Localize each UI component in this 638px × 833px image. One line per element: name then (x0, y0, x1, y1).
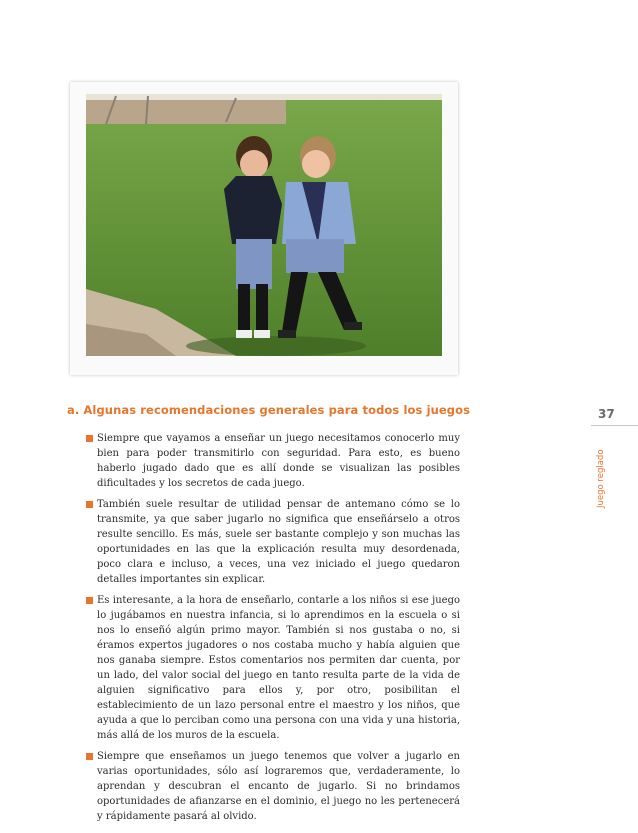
side-divider (591, 425, 638, 426)
list-item (86, 431, 460, 491)
square-bullet-icon (86, 597, 93, 604)
list-item (86, 593, 460, 743)
recommendations-list (86, 431, 460, 830)
square-bullet-icon (86, 435, 93, 442)
square-bullet-icon (86, 501, 93, 508)
list-item (86, 749, 460, 824)
list-item-text: También suele resultar de utilidad pensar de antemano cómo se lo transmite, ya que saber jugarlo no significa que enseñárselo a otros resulte sencillo. Es más, suele ser bastante complejo y son muchas las oportunidades en las que la explicación resulta muy desordenada, poco clara e incluso, a veces, una vez iniciado el juego quedaron detalles importantes sin explicar. (97, 499, 460, 585)
page-number: 37 (598, 407, 615, 421)
list-item-text: Siempre que vayamos a enseñar un juego necesitamos conocerlo muy bien para poder transmitirlo con seguridad. Para esto, es bueno haberlo jugado dado que es allí donde se visualizan las posibles dificultades y los secretos de cada juego. (97, 433, 460, 489)
square-bullet-icon (86, 753, 93, 760)
list-item (86, 497, 460, 587)
photo-illustration (86, 94, 442, 356)
section-heading: a. Algunas recomendaciones generales para todos los juegos (67, 403, 471, 417)
running-title: Juego reglado (596, 449, 606, 508)
list-item-text: Es interesante, a la hora de enseñarlo, contarle a los niños si ese juego lo jugábamos en nuestra infancia, si lo aprendimos en la escuela o si nos lo enseñó algún primo mayor. También si nos gustaba o no, si éramos expertos jugadores o nos costaba mucho y había alguien que nos ganaba siempre. Estos comentarios nos permiten dar cuenta, por un lado, del valor social del juego en tanto resulta parte de la vida de alguien significativo para ellos y, por otro, posibilitan el establecimiento de un lazo personal entre el maestro y los niños, que ayuda a que lo perciban como una persona con una vida y una historia, más allá de los muros de la escuela. (97, 595, 460, 741)
photo-frame (70, 82, 458, 375)
list-item-text: Siempre que enseñamos un juego tenemos que volver a jugarlo en varias oportunidades, sólo así lograremos que, verdaderamente, lo aprendan y descubran el encanto de jugarlo. Si no brindamos oportunidades de afianzarse en el dominio, el juego no les pertenecerá y rápidamente pasará al olvido. (97, 751, 460, 822)
children-photo (86, 94, 442, 356)
